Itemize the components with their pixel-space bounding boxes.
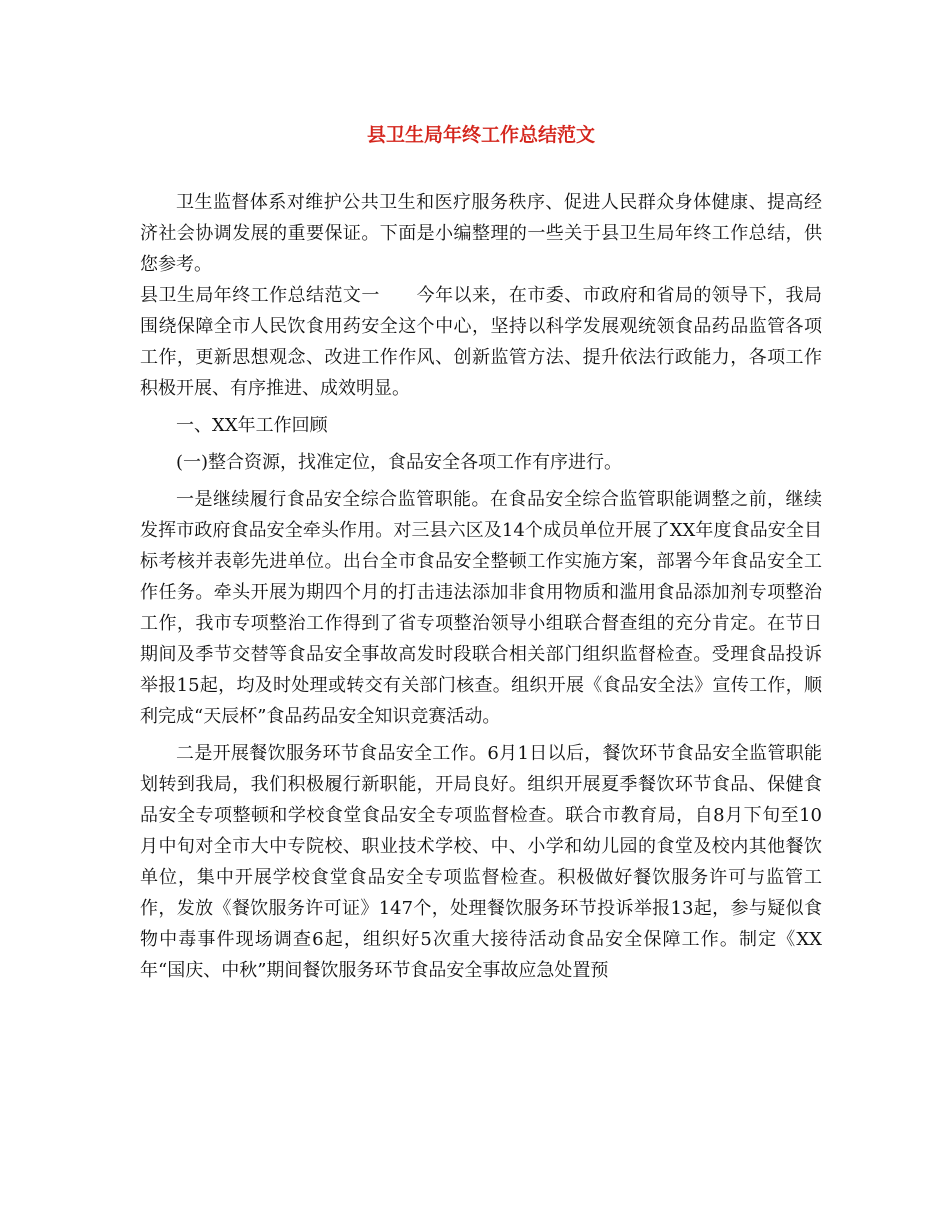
body-paragraph: 一是继续履行食品安全综合监管职能。在食品安全综合监管职能调整之前，继续发挥市政府食品安全牵头作用。对三县六区及14个成员单位开展了XX年度食品安全目标考核并表彰先进单位。出台全市食品安全整顿工作实施方案，部署今年食品安全工作任务。牵头开展为期四个月的打击违法添加非食用物质和滥用食品添加剂专项整治工作，我市专项整治工作得到了省专项整治领导小组联合督查组的充分肯定。在节日期间及季节交替等食品安全事故高发时段联合相关部门组织监督检查。受理食品投诉举报15起，均及时处理或转交有关部门核查。组织开展《食品安全法》宣传工作，顺利完成“天辰杯”食品药品安全知识竞赛活动。 bbox=[140, 489, 822, 727]
document-title: 县卫生局年终工作总结范文 bbox=[366, 124, 595, 146]
body-paragraph: 二是开展餐饮服务环节食品安全工作。6月1日以后，餐饮环节食品安全监管职能划转到我局，我们积极履行新职能，开局良好。组织开展夏季餐饮环节食品、保健食品安全专项整顿和学校食堂食品安全专项监督检查。联合市教育局，自8月下旬至10月中旬对全市大中专院校、职业技术学校、中、小学和幼儿园的食堂及校内其他餐饮单位，集中开展学校食堂食品安全专项监督检查。积极做好餐饮服务许可与监管工作，发放《餐饮服务许可证》147个，处理餐饮服务环节投诉举报13起，参与疑似食物中毒事件现场调查6起，组织好5次重大接待活动食品安全保障工作。制定《XX年“国庆、中秋”期间餐饮服务环节食品安全事故应急处置预 bbox=[140, 743, 822, 981]
section-intro-paragraph: 县卫生局年终工作总结范文一 今年以来，在市委、市政府和省局的领导下，我局围绕保障全市人民饮食用药安全这个中心，坚持以科学发展观统领食品药品监管各项工作，更新思想观念、改进工作作风、创新监管方法、提升依法行政能力，各项工作积极开展、有序推进、成效明显。 bbox=[140, 285, 822, 399]
subsection-heading: (一)整合资源，找准定位，食品安全各项工作有序进行。 bbox=[176, 452, 623, 473]
intro-paragraph: 卫生监督体系对维护公共卫生和医疗服务秩序、促进人民群众身体健康、提高经济社会协调发展的重要保证。下面是小编整理的一些关于县卫生局年终工作总结，供您参考。 bbox=[140, 192, 822, 275]
document-body bbox=[140, 120, 822, 986]
section-heading: 一、XX年工作回顾 bbox=[176, 415, 328, 436]
